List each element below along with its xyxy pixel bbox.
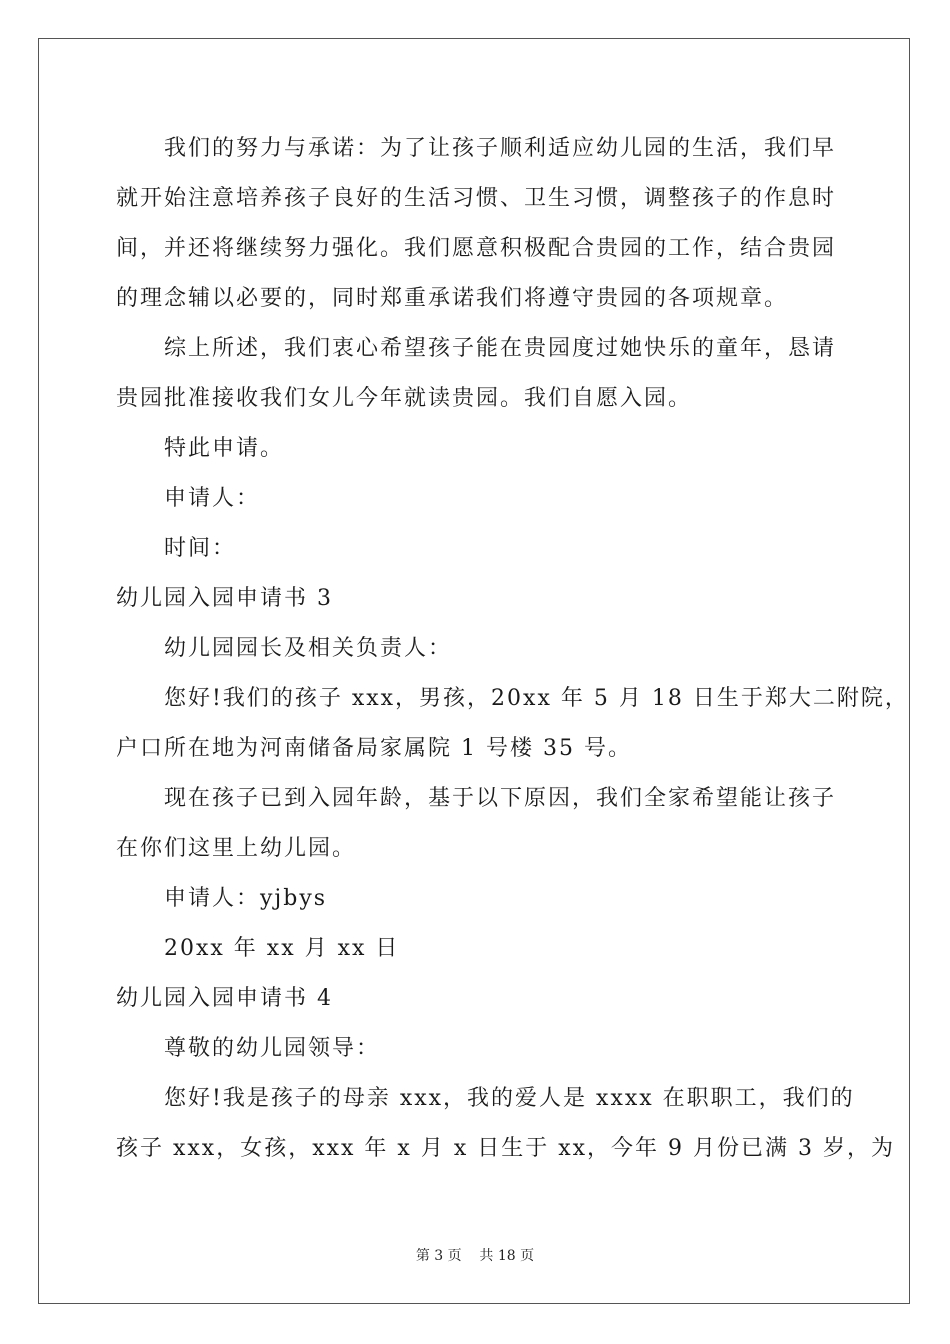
text-line: 现在孩子已到入园年龄，基于以下原因，我们全家希望能让孩子 bbox=[164, 786, 837, 811]
text-line: 尊敬的幼儿园领导： bbox=[164, 1036, 381, 1061]
text-line: 您好!我是孩子的母亲 xxx，我的爱人是 xxxx 在职职工，我们的 bbox=[164, 1086, 855, 1111]
text-line: 幼儿园入园申请书 4 bbox=[116, 986, 333, 1011]
text-line: 在你们这里上幼儿园。 bbox=[116, 836, 357, 861]
document-body bbox=[116, 124, 909, 1174]
text-line: 我们的努力与承诺：为了让孩子顺利适应幼儿园的生活，我们早 bbox=[164, 136, 837, 161]
text-line: 申请人：yjbys bbox=[164, 886, 328, 911]
text-line: 申请人： bbox=[164, 486, 261, 511]
text-line: 的理念辅以必要的，同时郑重承诺我们将遵守贵园的各项规章。 bbox=[116, 286, 789, 311]
text-line: 综上所述，我们衷心希望孩子能在贵园度过她快乐的童年，恳请 bbox=[164, 336, 837, 361]
text-line: 户口所在地为河南储备局家属院 1 号楼 35 号。 bbox=[116, 736, 632, 761]
text-line: 就开始注意培养孩子良好的生活习惯、卫生习惯，调整孩子的作息时 bbox=[116, 186, 837, 211]
text-line: 您好!我们的孩子 xxx，男孩，20xx 年 5 月 18 日生于郑大二附院， bbox=[164, 686, 909, 711]
text-line: 孩子 xxx，女孩，xxx 年 x 月 x 日生于 xx，今年 9 月份已满 3 岁，为 bbox=[116, 1136, 895, 1161]
page-footer: 第 3 页 共 18 页 bbox=[415, 1248, 535, 1264]
text-line: 时间： bbox=[164, 536, 237, 561]
text-line: 幼儿园园长及相关负责人： bbox=[164, 636, 453, 661]
text-line: 幼儿园入园申请书 3 bbox=[116, 586, 333, 611]
text-line: 间，并还将继续努力强化。我们愿意积极配合贵园的工作，结合贵园 bbox=[116, 236, 837, 261]
text-line: 贵园批准接收我们女儿今年就读贵园。我们自愿入园。 bbox=[116, 386, 693, 411]
text-line: 特此申请。 bbox=[164, 436, 285, 461]
text-line: 20xx 年 xx 月 xx 日 bbox=[164, 936, 400, 961]
